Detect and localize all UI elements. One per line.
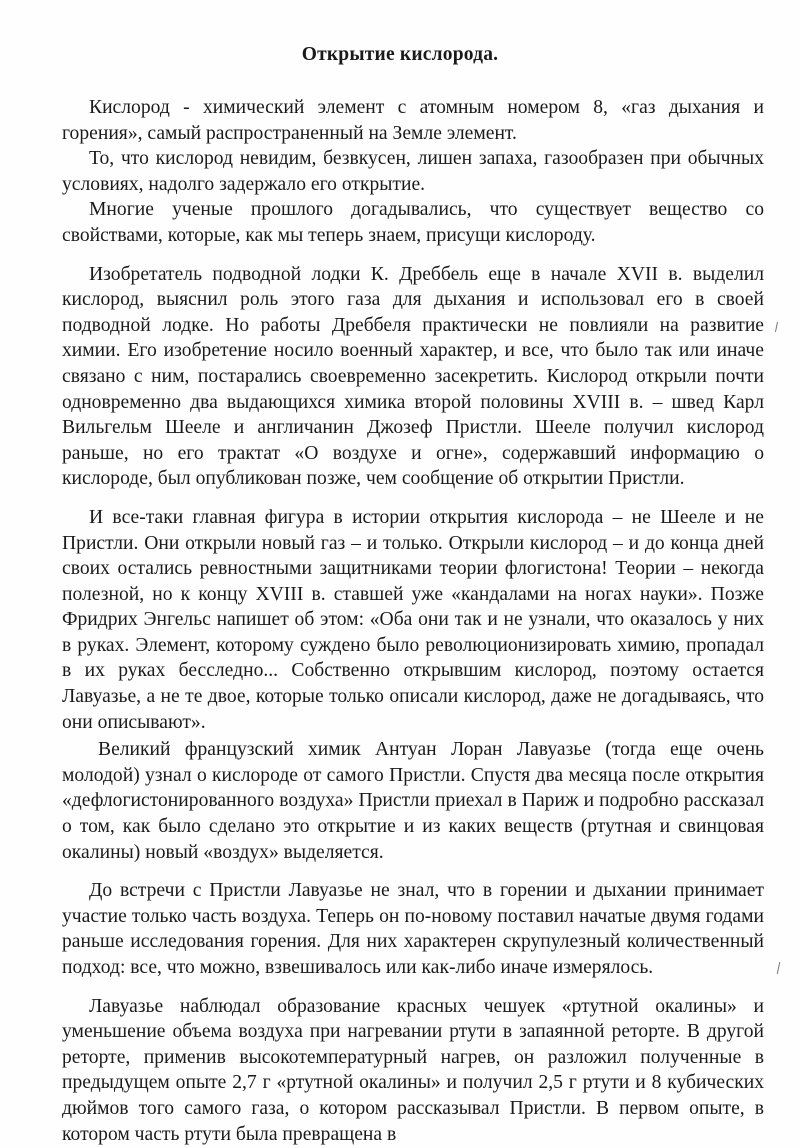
- paragraph-5: И все-таки главная фигура в истории открытия кислорода – не Шееле и не Пристли. Они открыли новый газ – и только. Открыли кислород – и до конца дней своих остались ревностными защитниками теории флогистона! Теории – некогда полезной, но к концу XVIII в. ставшей уже «кандалами на ногах науки». Позже Фридрих Энгельс напишет об этом: «Оба они так и не узнали, что оказалось у них в руках. Элемент, которому суждено было революционизировать химию, пропадал в их руках бесследно... Собственно открывшим кислород, поэтому остается Лавуазье, а не те двое, которые только описали кислород, даже не догадываясь, что они описывают».: [62, 506, 764, 733]
- paragraph-6: Великий французский химик Антуан Лоран Лавуазье (тогда еще очень молодой) узнал о кислороде от самого Пристли. Спустя два месяца после открытия «дефлогистонированного воздуха» Пристли приехал в Париж и подробно рассказал о том, как было сделано это открытие и из каких веществ (ртутная и свинцовая окалины) новый «воздух» выделяется.: [62, 739, 764, 863]
- page-title: Открытие кислорода.: [301, 44, 499, 65]
- paragraph-2: То, что кислород невидим, безвкусен, лишен запаха, газообразен при обычных условиях, надолго задержало его открытие.: [62, 148, 764, 195]
- paragraph-1: Кислород - химический элемент с атомным номером 8, «газ дыхания и горения», самый распространенный на Земле элемент.: [62, 97, 764, 144]
- scan-mark-top: [775, 322, 778, 332]
- paragraph-4: Изобретатель подводной лодки К. Дреббель еще в начале XVII в. выделил кислород, выяснил роль этого газа для дыхания и использовал его в своей подводной лодке. Но работы Дреббеля практически не повлияли на развитие химии. Его изобретение носило военный характер, и все, что было так или иначе связано с ним, постарались своевременно засекретить. Кислород открыли почти одновременно два выдающихся химика второй половины XVIII в. – швед Карл Вильгельм Шееле и англичанин Джозеф Пристли. Шееле получил кислород раньше, но его трактат «О воздухе и огне», содержавший информацию о кислороде, был опубликован позже, чем сообщение об открытии Пристли.: [62, 263, 764, 490]
- paragraph-8: Лавуазье наблюдал образование красных чешуек «ртутной окалины» и уменьшение объема воздуха при нагревании ртути в запаянной реторте. В другой реторте, применив высокотемпературный нагрев, он разложил полученные в предыдущем опыте 2,7 г «ртутной окалины» и получил 2,5 г ртути и 8 кубических дюймов того самого газа, о котором рассказывал Пристли. В первом опыте, в котором часть ртути была превращена в: [62, 995, 764, 1145]
- paragraph-7: До встречи с Пристли Лавуазье не знал, что в горении и дыхании принимает участие только часть воздуха. Теперь он по-новому поставил начатые двумя годами раньше исследования горения. Для них характерен скрупулезный количественный подход: все, что можно, взвешивалось или как-либо иначе измерялось.: [62, 880, 764, 978]
- paragraph-3: Многие ученые прошлого догадывались, что существует вещество со свойствами, которые, как мы теперь знаем, присущи кислороду.: [62, 199, 764, 246]
- scan-mark-bottom: [777, 962, 780, 974]
- document-body: [62, 95, 764, 1147]
